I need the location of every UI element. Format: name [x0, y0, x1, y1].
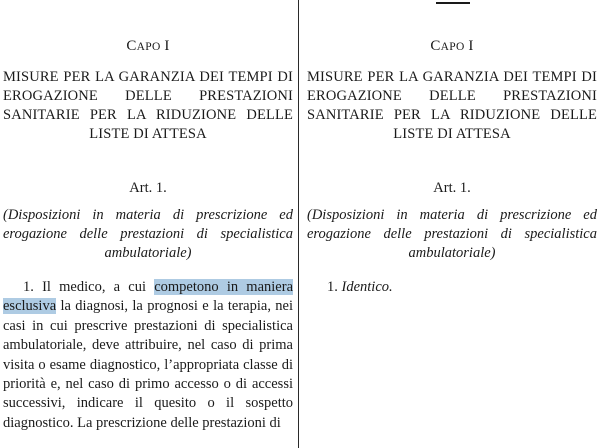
chapter-label-rest: APO [136, 41, 161, 53]
article-heading: (Disposizioni in materia di prescrizione ed erogazione delle prestazioni di specialistica ambulatoriale) [307, 207, 597, 261]
chapter-label-rest: APO [440, 41, 465, 53]
chapter-number: I [468, 38, 474, 54]
article-number: Art. 1. [129, 180, 167, 196]
chapter-number: I [164, 38, 170, 54]
right-column [307, 0, 597, 448]
body-identico: Identico. [341, 279, 393, 295]
body-number: 1. [327, 279, 338, 295]
body-text-after: la diagnosi, la prognosi e la terapia, nei casi in cui prescrive prestazioni di specialistica ambulatoriale, deve attribuire, nel caso di prima visita o esame diagnostico, l’appropriata classe di priorità e, nel caso di primo accesso o di accessi successivi, indicare il quesito o il sospetto diagnostico. La prescrizione delle prestazioni di [3, 298, 293, 431]
chapter-title: MISURE PER LA GARANZIA DEI TEMPI DI EROGAZIONE DELLE PRESTAZIONI SANITARIE PER LA RIDUZIONE DELLE LISTE DI ATTESA [307, 69, 597, 142]
chapter-label [3, 38, 293, 55]
article-heading: (Disposizioni in materia di prescrizione ed erogazione delle prestazioni di specialistica ambulatoriale) [3, 207, 293, 261]
chapter-title: MISURE PER LA GARANZIA DEI TEMPI DI EROGAZIONE DELLE PRESTAZIONI SANITARIE PER LA RIDUZIONE DELLE LISTE DI ATTESA [3, 69, 293, 142]
chapter-label-initial: C [430, 38, 441, 54]
article-body [307, 278, 597, 297]
article-body [3, 278, 293, 433]
left-column [3, 0, 293, 448]
body-text-before: 1. Il medico, a cui [23, 279, 155, 295]
article-number: Art. 1. [433, 180, 471, 196]
selected-text-highlight[interactable]: competono in maniera esclusiva [3, 279, 294, 315]
column-divider [298, 0, 299, 448]
chapter-label [307, 38, 597, 55]
chapter-label-initial: C [126, 38, 137, 54]
